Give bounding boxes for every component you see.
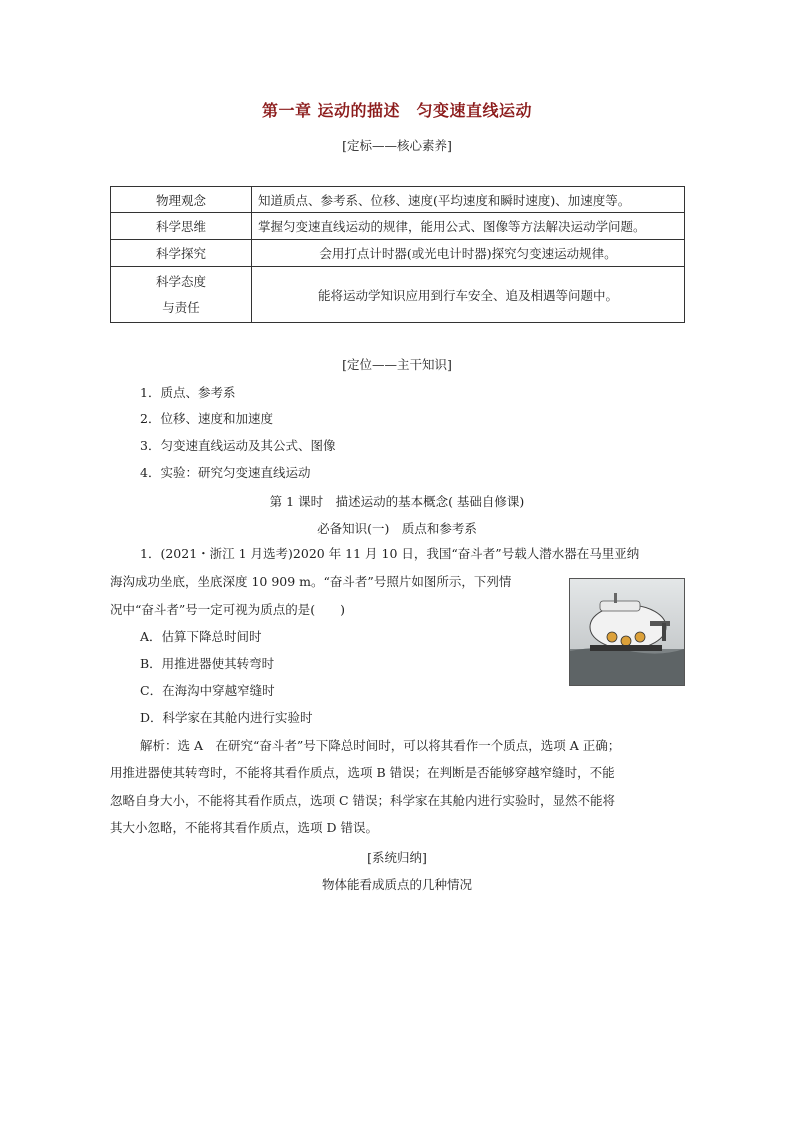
table-value: 能将运动学知识应用到行车安全、追及相遇等问题中。 [252,267,685,323]
analysis-line: 忽略自身大小，不能将其看作质点，选项 C 错误；科学家在其舱内进行实验时，显然不能将 [110,793,616,808]
table-key: 科学思维 [111,213,252,240]
question-stem-line: 海沟成功坐底，坐底深度 10 909 m。“奋斗者”号照片如图所示，下列情 [110,574,512,589]
core-literacy-table [110,186,685,323]
section-core-label: [定标——核心素养] [342,138,452,153]
section-knowledge-label: [定位——主干知识] [342,357,452,372]
list-item: 4．实验：研究匀变速直线运动 [140,465,311,480]
analysis-line: 其大小忽略，不能将其看作质点，选项 D 错误。 [110,820,378,835]
option-d: D．科学家在其舱内进行实验时 [140,710,313,725]
option-a: A．估算下降总时间时 [140,629,262,644]
table-key-line: 与责任 [162,299,200,315]
question-stem-line: 1．(2021・浙江 1 月选考)2020 年 11 月 10 日，我国“奋斗者”号载人潜水器在马里亚纳 [140,546,640,561]
submersible-photo [569,578,685,686]
chapter-title: 第一章 运动的描述 匀变速直线运动 [261,101,533,120]
table-key-line: 科学态度 [155,273,206,289]
table-key [111,267,252,323]
summary-title: 物体能看成质点的几种情况 [321,877,472,892]
table-value: 知道质点、参考系、位移、速度(平均速度和瞬时速度)、加速度等。 [252,187,685,213]
table-value: 掌握匀变速直线运动的规律，能用公式、图像等方法解决运动学问题。 [252,213,685,240]
table-row [111,187,685,213]
analysis-line: 解析：选 A 在研究“奋斗者”号下降总时间时，可以将其看作一个质点，选项 A 正确； [140,738,621,753]
question-stem-line: 况中“奋斗者”号一定可视为质点的是( ) [110,602,346,617]
table-key: 科学探究 [111,240,252,267]
lesson-title: 第 1 课时 描述运动的基本概念( 基础自修课) [269,494,525,509]
summary-label: [系统归纳] [367,850,427,865]
submersible-image [570,579,684,685]
list-item: 1．质点、参考系 [140,385,236,400]
analysis-line: 用推进器使其转弯时，不能将其看作质点，选项 B 错误；在判断是否能够穿越窄缝时，不能 [110,765,615,780]
list-item: 3．匀变速直线运动及其公式、图像 [140,438,336,453]
list-item: 2．位移、速度和加速度 [140,411,273,426]
option-c: C．在海沟中穿越窄缝时 [140,683,275,698]
subsection-title: 必备知识(一) 质点和参考系 [317,521,477,536]
table-value: 会用打点计时器(或光电计时器)探究匀变速运动规律。 [252,240,685,267]
option-b: B．用推进器使其转弯时 [140,656,275,671]
table-row [111,267,685,323]
table-row [111,213,685,240]
table-row [111,240,685,267]
table-key: 物理观念 [111,187,252,213]
